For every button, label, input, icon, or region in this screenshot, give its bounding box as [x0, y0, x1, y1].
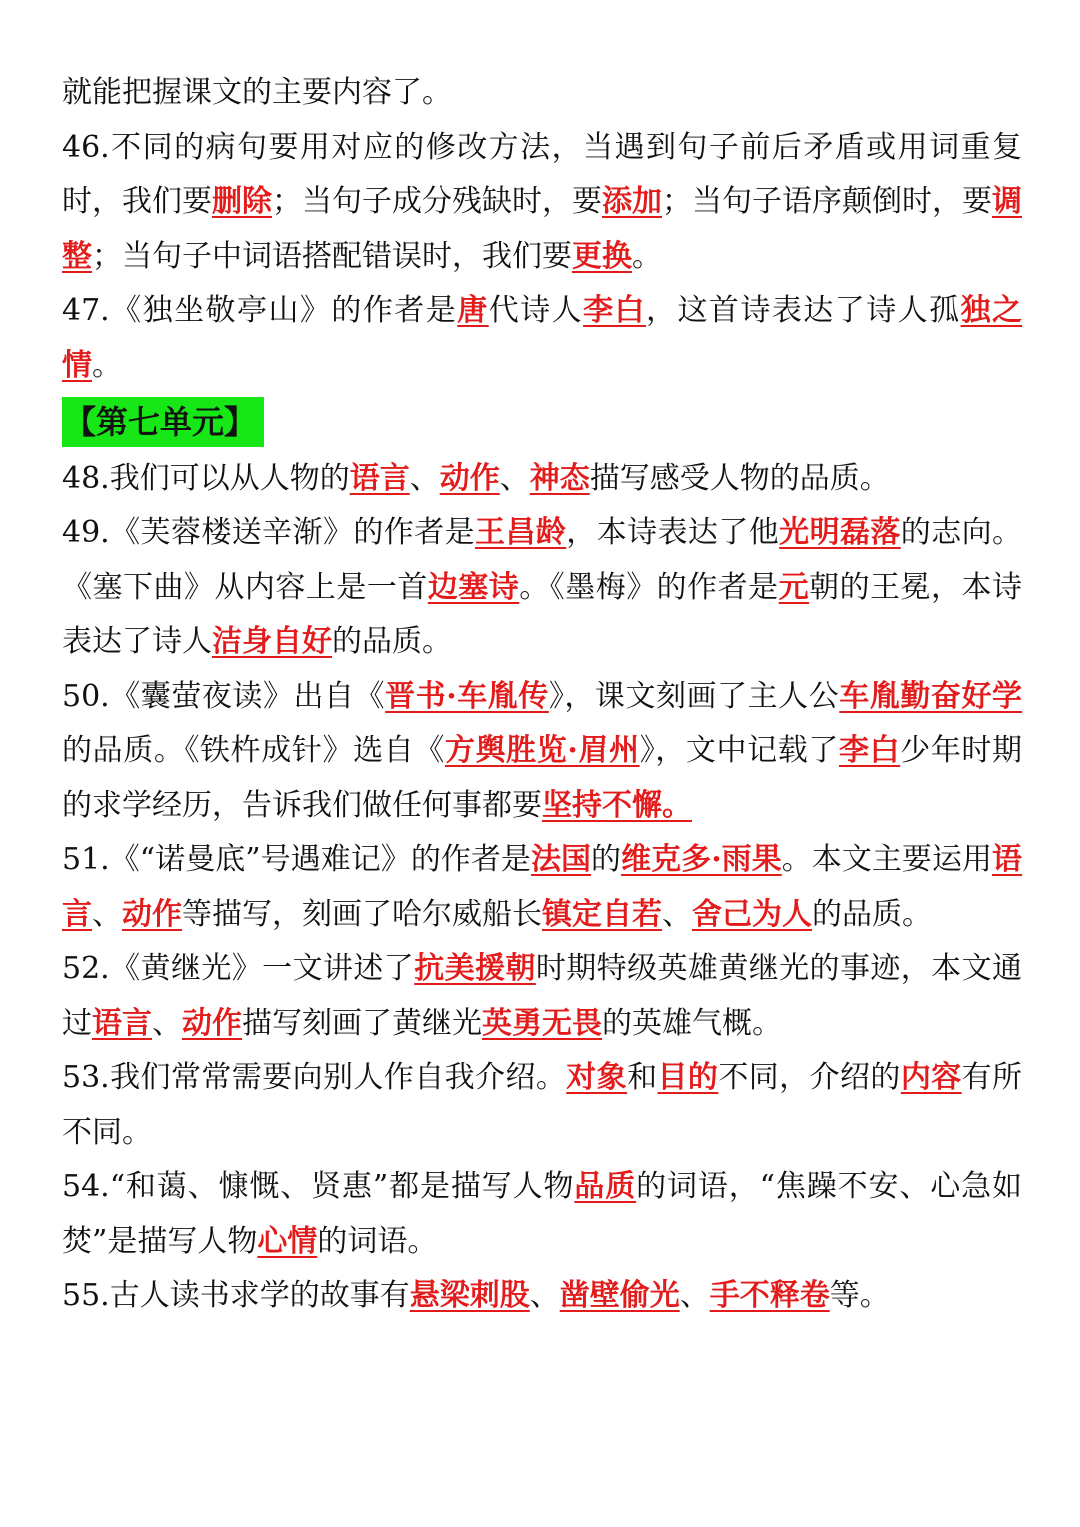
body-text: 52.《黄继光》一文讲述了	[62, 951, 415, 986]
body-text: 的品质。	[332, 624, 452, 659]
body-text: ，这首诗表达了诗人孤	[645, 293, 961, 328]
answer-text: 凿壁偷光	[559, 1278, 680, 1313]
body-text: 代诗人	[488, 293, 584, 328]
answer-text: 方舆胜览·眉州	[444, 733, 640, 768]
answer-text: 动作	[122, 896, 182, 932]
body-text: 时期特级英雄黄继光的事迹，本文通过	[62, 951, 1022, 1041]
section-heading-row	[62, 393, 1022, 452]
body-text: ，本诗表达了他	[566, 515, 780, 550]
body-text: 、	[409, 460, 440, 496]
paragraph-p46	[62, 121, 1022, 285]
answer-text: 内容	[900, 1060, 962, 1095]
answer-text: 独之情	[62, 293, 1023, 383]
answer-text: 对象	[566, 1060, 628, 1095]
body-text: 、	[499, 460, 530, 496]
answer-text: 英勇无畏	[482, 1005, 602, 1041]
answer-text: 光明磊落	[779, 515, 901, 550]
answer-text: 更换	[572, 238, 632, 274]
paragraph-p49	[62, 506, 1022, 670]
paragraphs-after-heading	[62, 452, 1022, 1324]
body-text: 就能把握课文的主要内容了。	[62, 75, 452, 110]
answer-text: 晋书·车胤传	[385, 678, 549, 714]
answer-text: 目的	[657, 1060, 719, 1095]
document-page	[62, 66, 1022, 1324]
body-text: 等。	[829, 1278, 890, 1313]
answer-text: 唐	[457, 293, 489, 328]
body-text: 不同，介绍的	[718, 1060, 901, 1095]
answer-text: 洁身自好	[212, 624, 332, 659]
answer-text: 法国	[530, 842, 592, 877]
body-text: 》，课文刻画了主人公	[548, 678, 840, 714]
body-text: 53.我们常常需要向别人作自我介绍。	[62, 1060, 567, 1095]
body-text: 48.我们可以从人物的	[62, 460, 350, 496]
answer-text: 舍己为人	[692, 896, 812, 932]
answer-text: 镇定自若	[542, 896, 662, 932]
answer-text: 心情	[257, 1223, 318, 1259]
answer-text: 车胤勤奋好学	[839, 678, 1022, 714]
paragraph-p55	[62, 1269, 1022, 1324]
body-text: 54.“和蔼、慷慨、贤惠”都是描写人物	[62, 1169, 575, 1204]
answer-text: 李白	[583, 293, 646, 328]
body-text: 等描写，刻画了哈尔威船长	[182, 896, 542, 932]
answer-text: 抗美援朝	[414, 951, 536, 986]
answer-text: 语言	[349, 460, 410, 496]
body-text: 的志向。《塞下曲》从内容上是一首	[62, 515, 1023, 605]
body-text: 的	[591, 842, 622, 877]
body-text: 朝的王冕，本诗表达了诗人	[62, 569, 1023, 659]
body-text: ；当句子语序颠倒时，要	[662, 184, 992, 219]
body-text: 、	[679, 1278, 710, 1313]
body-text: 。	[632, 238, 662, 274]
body-text: 。本文主要运用	[781, 842, 993, 877]
body-text: 的词语，“焦躁不安、心急如焚”是描写人物	[62, 1169, 1023, 1259]
body-text: 49.《芙蓉楼送辛渐》的作者是	[62, 515, 476, 550]
paragraph-p51	[62, 833, 1022, 942]
answer-text: 添加	[602, 184, 662, 219]
body-text: 描写刻画了黄继光	[242, 1005, 482, 1041]
paragraph-p53	[62, 1051, 1022, 1160]
body-text: 的词语。	[317, 1223, 438, 1259]
body-text: 。《墨梅》的作者是	[519, 569, 779, 605]
answer-text: 动作	[182, 1005, 242, 1041]
answer-text: 坚持不懈。	[542, 787, 692, 823]
paragraph-p45	[62, 66, 1022, 121]
body-text: 、	[152, 1005, 182, 1041]
body-text: 有所不同。	[62, 1060, 1023, 1150]
paragraphs-before-heading	[62, 66, 1022, 393]
body-text: 55.古人读书求学的故事有	[62, 1278, 410, 1313]
body-text: 、	[92, 896, 122, 932]
answer-text: 语言	[92, 1005, 152, 1041]
answer-text: 删除	[212, 184, 272, 219]
body-text: 的英雄气概。	[602, 1005, 782, 1041]
body-text: ；当句子中词语搭配错误时，我们要	[92, 238, 572, 274]
answer-text: 语言	[62, 842, 1023, 932]
body-text: 的品质。	[812, 896, 932, 932]
body-text: 。	[92, 347, 122, 383]
body-text: 50.《囊萤夜读》出自《	[62, 678, 386, 714]
paragraph-p48	[62, 452, 1022, 507]
body-text: 51.《“诺曼底”号遇难记》的作者是	[62, 842, 531, 877]
body-text: 》，文中记载了	[639, 733, 839, 768]
answer-text: 维克多·雨果	[621, 842, 782, 877]
body-text: 和	[627, 1060, 658, 1095]
answer-text: 王昌龄	[475, 515, 567, 550]
answer-text: 边塞诗	[427, 569, 520, 605]
answer-text: 手不释卷	[709, 1278, 830, 1313]
body-text: 47.《独坐敬亭山》的作者是	[62, 293, 458, 328]
body-text: 、	[529, 1278, 560, 1313]
body-text: 少年时期的求学经历，告诉我们做任何事都要	[62, 733, 1023, 823]
paragraph-p54	[62, 1160, 1022, 1269]
answer-text: 动作	[439, 460, 500, 496]
paragraph-p50	[62, 670, 1022, 834]
answer-text: 元	[778, 569, 810, 605]
answer-text: 神态	[529, 460, 590, 496]
body-text: ；当句子成分残缺时，要	[272, 184, 602, 219]
body-text: 的品质。《铁杵成针》选自《	[62, 733, 445, 768]
body-text: 46.不同的病句要用对应的修改方法，当遇到句子前后矛盾或用词重复时，我们要	[62, 129, 1022, 219]
paragraph-p52	[62, 942, 1022, 1051]
body-text: 、	[662, 896, 692, 932]
section-heading: 【第七单元】	[62, 397, 264, 447]
paragraph-p47	[62, 284, 1022, 393]
body-text: 描写感受人物的品质。	[589, 460, 890, 496]
answer-text: 品质	[574, 1169, 637, 1204]
answer-text: 调整	[62, 184, 1022, 274]
answer-text: 悬梁刺股	[409, 1278, 530, 1313]
answer-text: 李白	[838, 733, 901, 768]
